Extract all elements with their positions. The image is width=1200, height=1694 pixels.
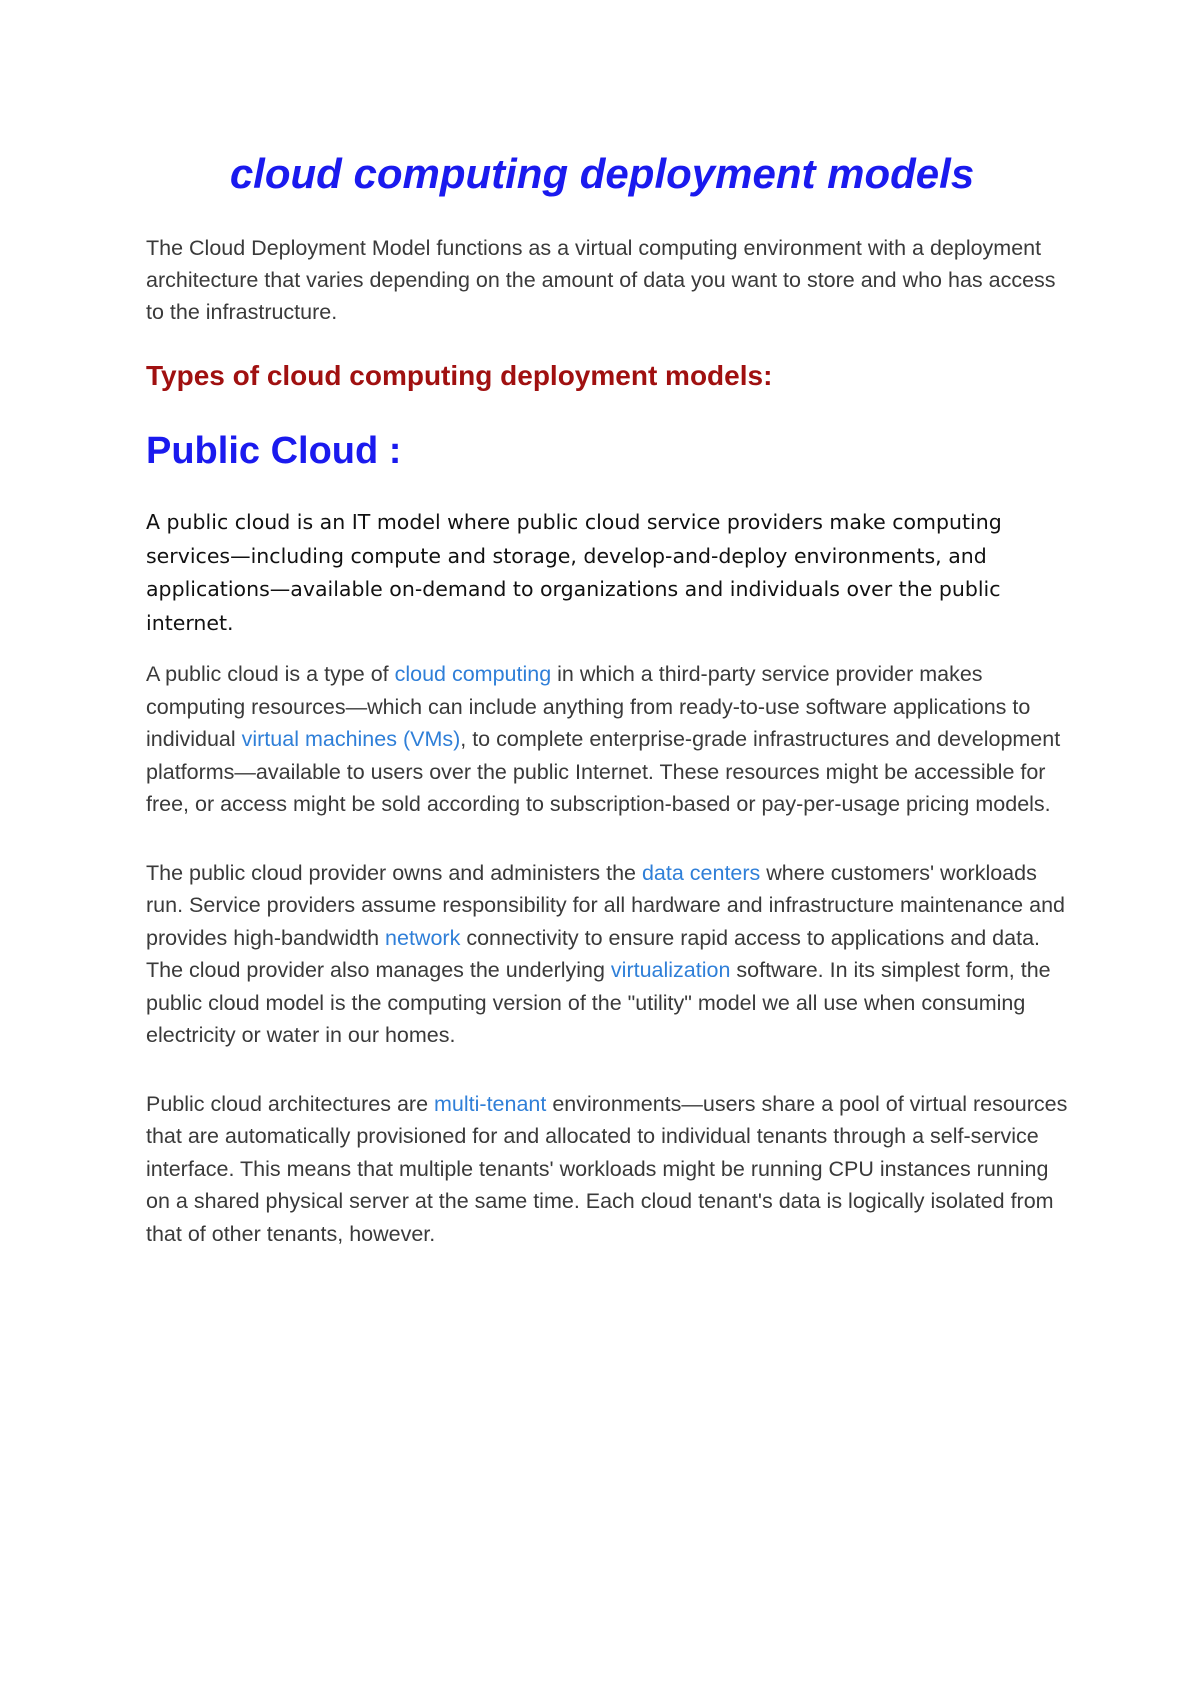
document-title: cloud computing deployment models bbox=[229, 150, 975, 197]
public-cloud-definition: A public cloud is an IT model where public cloud service providers make computing services—including compute and storage, develop-and-deploy environments, and applications—available on-demand to organizations and individuals over the public internet. bbox=[146, 510, 1002, 635]
cloud-computing-link[interactable]: cloud computing bbox=[394, 662, 552, 686]
paragraph-text: software. In its simplest form, the public cloud model is the computing version of the "utility" model we all use when consuming electricity or water in our homes. bbox=[146, 958, 1051, 1047]
paragraph-text: where customers' workloads run. Service providers assume responsibility for all hardware and infrastructure maintenance and provides high-bandwidth bbox=[146, 860, 1065, 950]
paragraph-text: environments—users share a pool of virtual resources that are automatically provisioned for and allocated to individual tenants through a self-service interface. This means that multiple tenants' workloads might be running CPU instances running on a shared physical server at the same time. Each cloud tenant's data is logically isolated from that of other tenants, however. bbox=[146, 1091, 1068, 1246]
public-cloud-heading: Public Cloud : bbox=[146, 430, 402, 472]
paragraph-text: connectivity to ensure rapid access to applications and data. The cloud provider also manages the underlying bbox=[146, 925, 1040, 982]
paragraph-text: The public cloud provider owns and administers the bbox=[146, 860, 642, 885]
virtualization-link[interactable]: virtualization bbox=[610, 958, 731, 982]
public-cloud-paragraph-3 bbox=[146, 1088, 1076, 1251]
public-cloud-paragraph-1 bbox=[146, 658, 1076, 821]
document-content bbox=[146, 148, 1076, 1250]
paragraph-text: in which a third-party service provider makes computing resources—which can include anything from ready-to-use software applications to individual bbox=[146, 662, 1031, 751]
virtual-machines-link[interactable]: virtual machines (VMs) bbox=[241, 727, 461, 751]
data-centers-link[interactable]: data centers bbox=[641, 860, 761, 885]
network-link[interactable]: network bbox=[385, 925, 461, 950]
multi-tenant-link[interactable]: multi-tenant bbox=[434, 1091, 547, 1116]
paragraph-text: , to complete enterprise-grade infrastructures and development platforms—available to users over the public Internet. These resources might be accessible for free, or access might be sold according to subscription-based or pay-per-usage pricing models. bbox=[146, 727, 1061, 816]
paragraph-text: A public cloud is a type of bbox=[146, 662, 395, 686]
paragraph-text: Public cloud architectures are bbox=[146, 1091, 435, 1116]
public-cloud-paragraph-2 bbox=[146, 857, 1076, 1052]
types-heading: Types of cloud computing deployment models: bbox=[146, 360, 773, 391]
intro-paragraph: The Cloud Deployment Model functions as a virtual computing environment with a deployment architecture that varies depending on the amount of data you want to store and who has access to the infrastructure. bbox=[146, 236, 1056, 324]
